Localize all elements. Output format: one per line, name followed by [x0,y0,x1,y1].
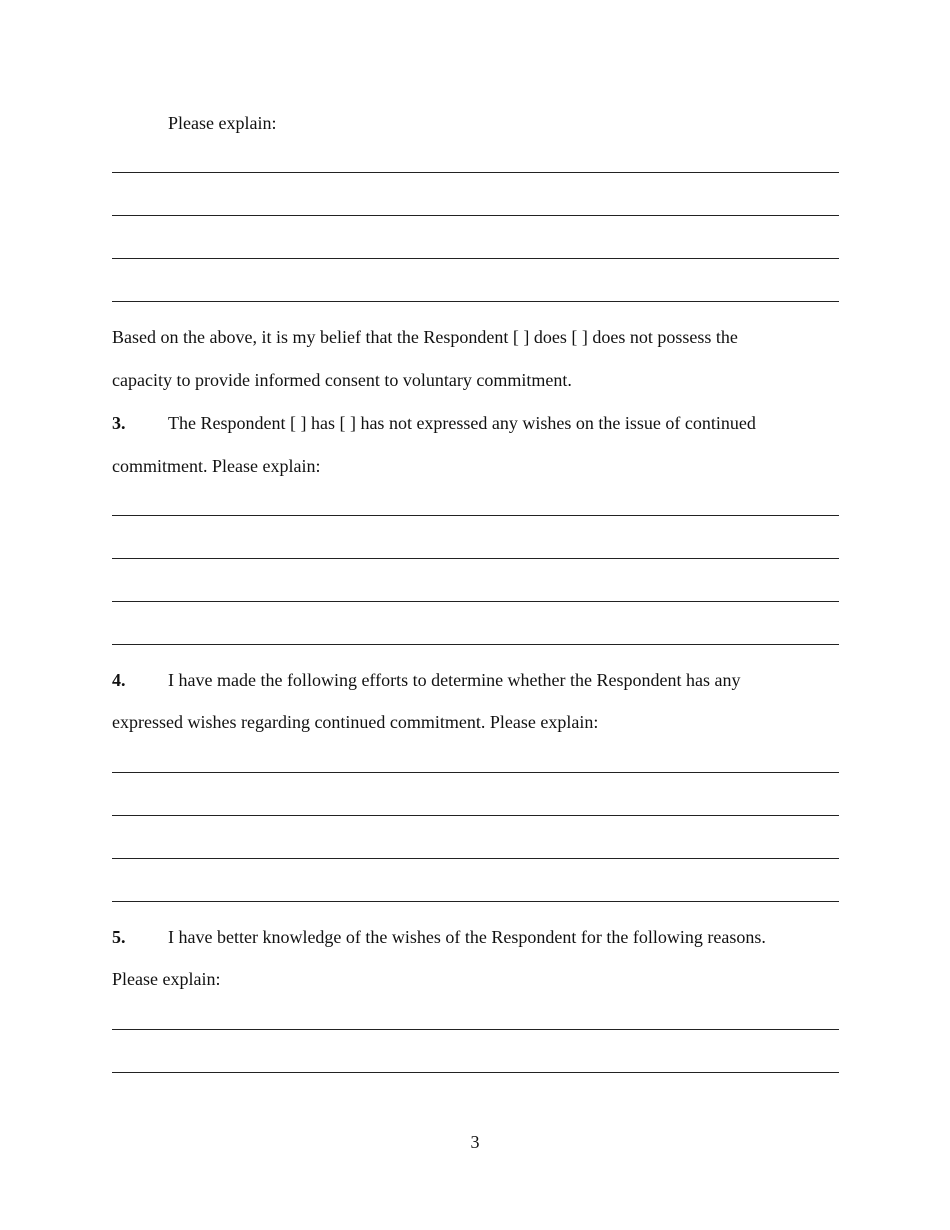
section5-text-line1: I have better knowledge of the wishes of the Respondent for the following reasons. [168,927,766,947]
section4-text-line1: I have made the following efforts to determine whether the Respondent has any [168,670,741,690]
belief-statement-line2: capacity to provide informed consent to voluntary commitment. [112,370,572,390]
section4-number: 4. [112,670,126,690]
answer-line[interactable] [112,858,839,859]
answer-line[interactable] [112,772,839,773]
answer-line[interactable] [112,558,839,559]
page-number: 3 [470,1132,480,1152]
section3-text-line1: The Respondent [ ] has [ ] has not expressed any wishes on the issue of continued [168,413,756,433]
answer-line[interactable] [112,215,839,216]
section5-number: 5. [112,927,126,947]
answer-line[interactable] [112,644,839,645]
answer-line[interactable] [112,601,839,602]
answer-line[interactable] [112,1072,839,1073]
section5-text-line2: Please explain: [112,969,221,989]
answer-line[interactable] [112,258,839,259]
answer-line[interactable] [112,901,839,902]
answer-line[interactable] [112,815,839,816]
answer-line[interactable] [112,301,839,302]
answer-line[interactable] [112,172,839,173]
belief-statement-line1: Based on the above, it is my belief that the Respondent [ ] does [ ] does not possess the [112,327,738,347]
answer-line[interactable] [112,1029,839,1030]
section4-text-line2: expressed wishes regarding continued commitment. Please explain: [112,712,599,732]
answer-line[interactable] [112,515,839,516]
section3-number: 3. [112,413,126,433]
section3-text-line2: commitment. Please explain: [112,456,321,476]
section2-prompt: Please explain: [168,113,277,133]
